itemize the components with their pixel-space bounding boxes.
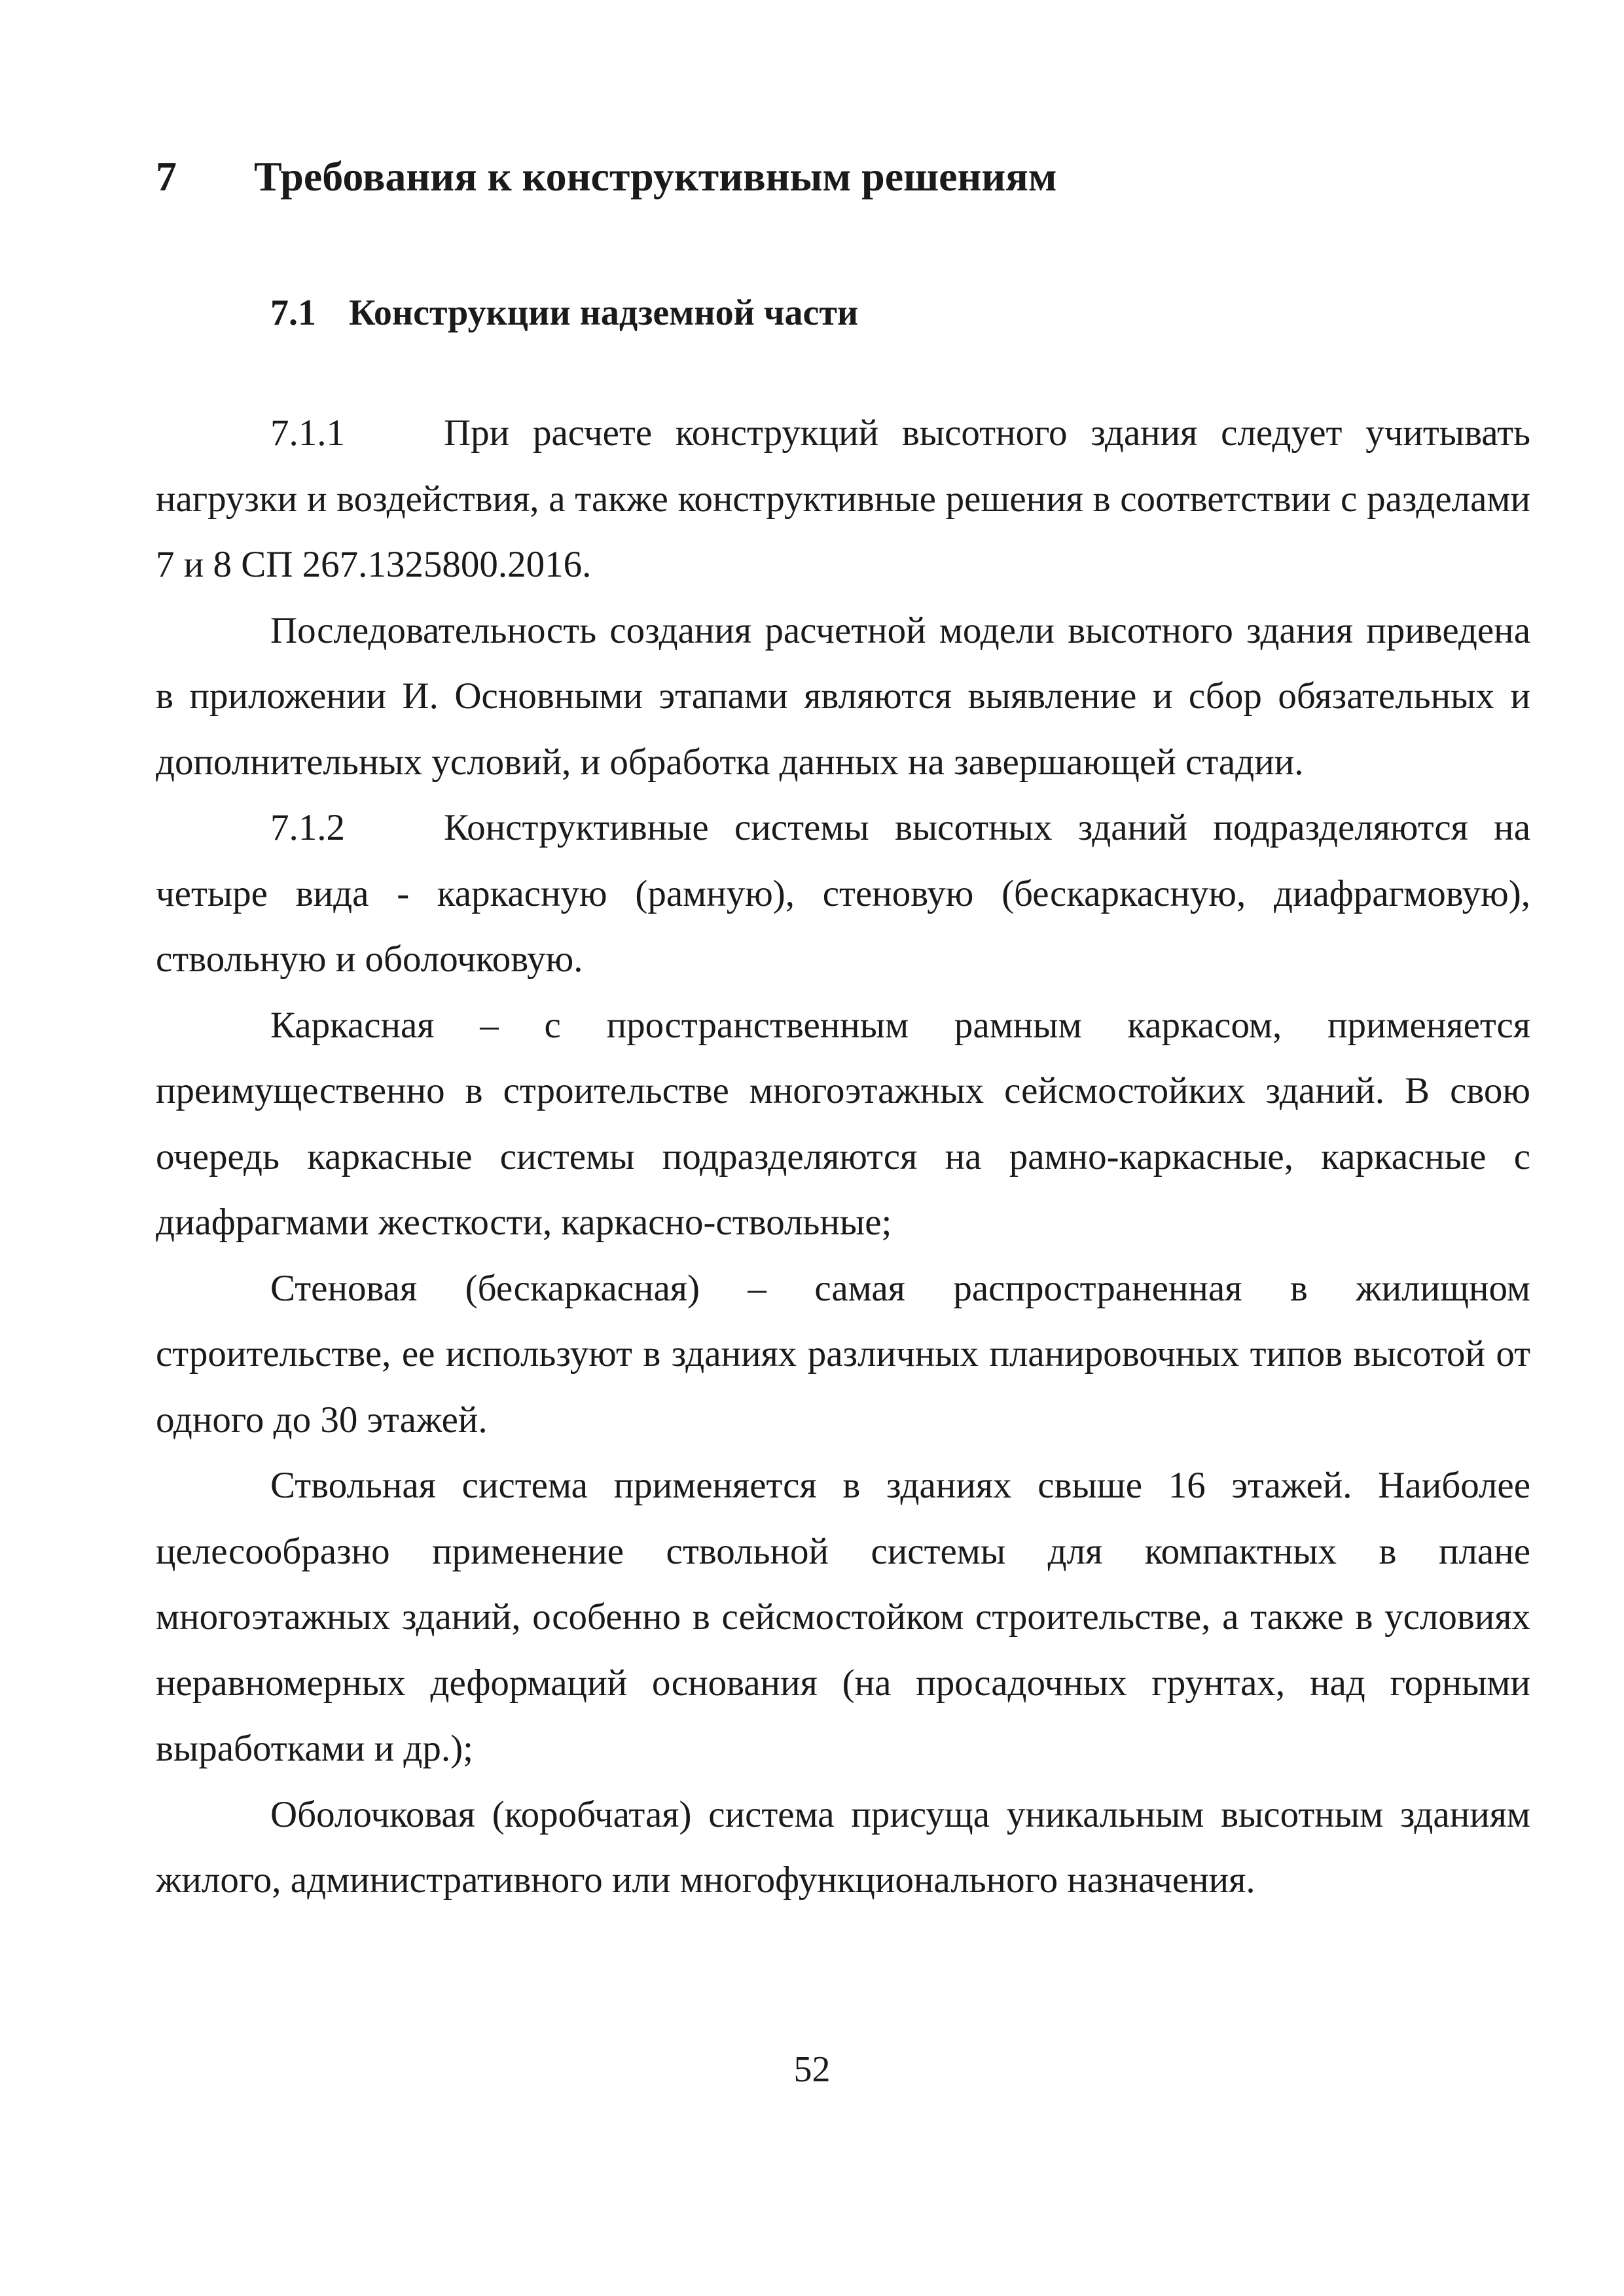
section-title: Конструкции надземной части bbox=[349, 293, 859, 333]
paragraph bbox=[156, 795, 1530, 993]
paragraph-text: Оболочковая (коробчатая) система присуща уникальным высотным зданиям жилого, административного или многофункционального назначения. bbox=[156, 1793, 1530, 1901]
paragraph-text: При расчете конструкций высотного здания следует учитывать нагрузки и воздействия, а также конструктивные решения в соответствии с разделами 7 и 8 СП 267.1325800.2016. bbox=[156, 412, 1530, 585]
page-number: 52 bbox=[793, 2049, 831, 2090]
paragraph bbox=[156, 401, 1530, 598]
paragraph-text: Каркасная – с пространственным рамным каркасом, применяется преимущественно в строительстве многоэтажных сейсмостойких зданий. В свою очередь каркасные системы подразделяются на рамно-каркасные, каркасные с диафрагмами жесткости, каркасно-ствольные; bbox=[156, 1004, 1530, 1243]
clause-number: 7.1.2 bbox=[270, 807, 345, 848]
section-heading bbox=[270, 285, 1514, 340]
paragraph-text: Последовательность создания расчетной модели высотного здания приведена в приложении И. Основными этапами являются выявление и сбор обязательных и дополнительных условий, и обработка данных на завершающей стадии. bbox=[156, 609, 1530, 783]
paragraph bbox=[156, 1453, 1530, 1782]
paragraph bbox=[156, 598, 1530, 796]
chapter-title: Требования к конструктивным решениям bbox=[254, 153, 1057, 200]
paragraph-text: Стеновая (бескаркасная) – самая распространенная в жилищном строительстве, ее используют в зданиях различных планировочных типов высотой от одного до 30 этажей. bbox=[156, 1267, 1530, 1441]
paragraph bbox=[156, 993, 1530, 1256]
chapter-heading bbox=[156, 145, 1530, 208]
clause-number: 7.1.1 bbox=[270, 412, 345, 454]
paragraph bbox=[156, 1782, 1530, 1914]
paragraph-text: Конструктивные системы высотных зданий подразделяются на четыре вида - каркасную (рамную), стеновую (бескаркасную, диафрагмовую), ствольную и оболочковую. bbox=[156, 807, 1530, 980]
body-text bbox=[156, 401, 1530, 1914]
paragraph bbox=[156, 1256, 1530, 1454]
section-number: 7.1 bbox=[270, 293, 316, 333]
paragraph-text: Ствольная система применяется в зданиях свыше 16 этажей. Наиболее целесообразно применение ствольной системы для компактных в плане многоэтажных зданий, особенно в сейсмостойком строительстве, а также в условиях неравномерных деформаций основания (на просадочных грунтах, над горными выработками и др.); bbox=[156, 1465, 1530, 1769]
chapter-number: 7 bbox=[156, 153, 177, 200]
